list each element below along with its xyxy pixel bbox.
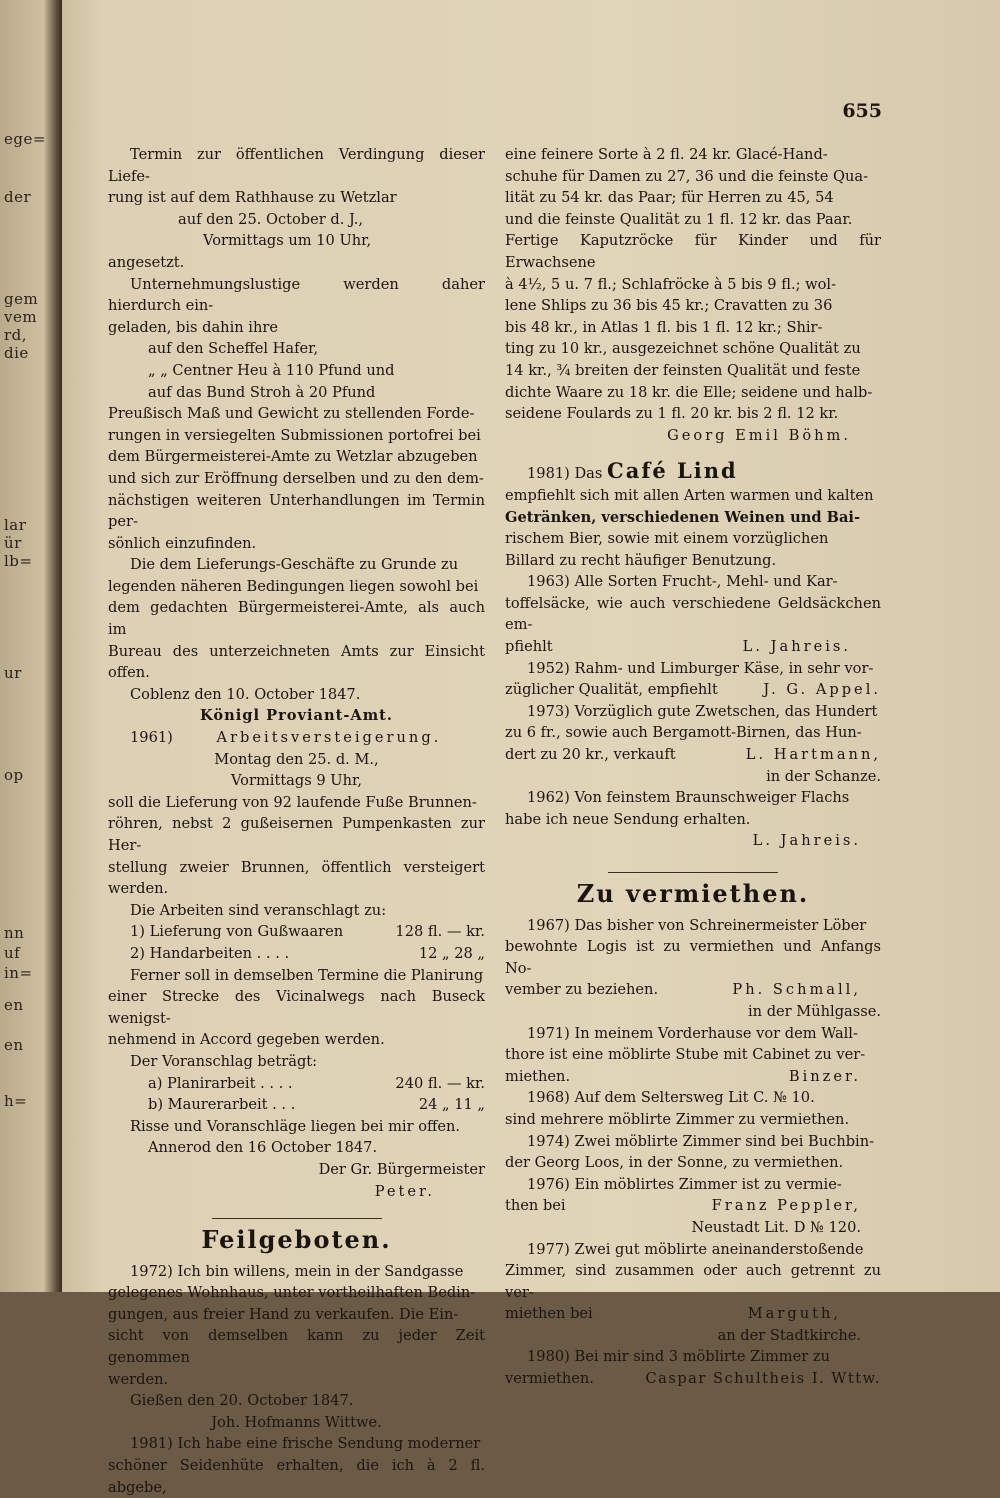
text-line: lene Shlips zu 36 bis 45 kr.; Cravatten zu 36 [505,297,833,315]
text-line: sönlich einzufinden. [108,534,257,552]
text-line: rungen in versiegelten Submissionen portofrei bei [108,426,481,444]
signature: Joh. Hofmanns Wittwe. [211,1413,382,1431]
section-heading: Feilgeboten. [201,1225,392,1255]
text-line: stellung zweier Brunnen, öffentlich versteigert werden. [108,858,485,898]
text-line: Gießen den 20. October 1847. [130,1392,354,1410]
text-line: Vormittags um 10 Uhr, [203,232,372,250]
signature: Neustadt Lit. D № 120. [691,1218,861,1236]
gutter-fragment: gem [4,290,39,308]
gutter-fragment: die [4,344,29,362]
text-line: 1967) Das bisher von Schreinermeister Löber [527,916,867,934]
signature: J. G. Appel. [763,681,881,699]
text-line: vember zu beziehen. [505,981,659,999]
gutter-fragment: nn [4,924,25,942]
text-line: dert zu 20 kr., verkauft [505,746,676,764]
signature: L. Jahreis. [752,832,861,850]
gutter-fragment: vem [4,308,38,326]
signature: in der Mühlgasse. [747,1002,881,1020]
text-line: Unternehmungslustige werden daher hierdurch ein- [108,275,485,315]
bedingungen-notice [108,554,485,727]
section-divider [608,872,778,873]
signature: Binzer. [788,1067,861,1085]
signature: Marguth, [747,1305,841,1323]
text-line: schöner Seidenhüte erhalten, die ich à 2 fl. abgebe, [108,1457,485,1496]
cost-item-label: 2) Handarbeiten . . . . [130,944,290,962]
signature: an der Stadtkirche. [717,1326,861,1344]
hat-ad-continuation [505,144,881,446]
text-line: dichte Waare zu 18 kr. die Elle; seidene und halb- [505,383,873,401]
page-number: 655 [842,100,882,122]
text-line: 1962) Von feinstem Braunschweiger Flachs [527,789,850,807]
text-line: Der Voranschlag beträgt: [130,1052,318,1070]
text-line: miethen bei [505,1305,593,1323]
cost-item-amount: 12 „ 28 „ [418,944,485,962]
text-line: schuhe für Damen zu 27, 36 und die feinste Qua- [505,167,869,185]
text-line: ting zu 10 kr., ausgezeichnet schöne Qualität zu [505,340,861,358]
previous-page-edge [0,0,62,1292]
text-line: toffelsäcke, wie auch verschiedene Geldsäckchen em- [505,594,881,634]
text-line: 14 kr., ¾ breiten der feinsten Qualität und feste [505,361,861,379]
cafe-lind-ad [505,460,881,571]
text-line: geladen, bis dahin ihre [108,318,278,336]
text-line: züglicher Qualität, empfiehlt [505,681,718,699]
gutter-fragment: ur [4,664,22,682]
gutter-fragment: ege= [4,130,46,148]
text-line: sind mehrere möblirte Zimmer zu vermiethen. [505,1110,850,1128]
cost-item-label: b) Maurerarbeit . . . [148,1096,296,1114]
termin-notice [108,144,485,274]
text-line: then bei [505,1197,566,1215]
text-line: Coblenz den 10. October 1847. [130,685,361,703]
cost-item-amount: 240 fl. — kr. [395,1074,485,1092]
signature: Der Gr. Bürgermeister [318,1160,485,1178]
text-line: werden. [108,1370,169,1388]
cost-item-amount: 128 fl. — kr. [395,923,485,941]
text-line: bewohnte Logis ist zu vermiethen und Anfangs No- [505,938,881,977]
gutter-fragment: uf [4,944,21,962]
text-line: gungen, aus freier Hand zu verkaufen. Die Ein- [108,1305,459,1323]
text-line: Die dem Lieferungs-Geschäfte zu Grunde zu [130,556,459,574]
text-line: 1976) Ein möblirtes Zimmer ist zu vermie- [527,1175,842,1193]
cost-item-amount: 24 „ 11 „ [418,1096,485,1114]
signature: in der Schanze. [766,767,881,785]
gutter-fragment: der [4,188,32,206]
gutter-fragment: ür [4,534,22,552]
text-line: gelegenes Wohnhaus, unter vortheilhaften Bedin- [108,1284,476,1302]
text-line: legenden näheren Bedingungen liegen sowohl bei [108,577,479,595]
text-line: zu 6 fr., sowie auch Bergamott-Birnen, das Hun- [505,724,862,742]
text-line: Termin zur öffentlichen Verdingung dieser Liefe- [108,146,485,185]
text-line: Vormittags 9 Uhr, [230,772,362,790]
text-line: Montag den 25. d. M., [214,750,379,768]
text-line: dem Bürgermeisterei-Amte zu Wetzlar abzugeben [108,448,478,466]
text-line: Bureau des unterzeichneten Amts zur Einsicht offen. [108,642,485,682]
text-line: vermiethen. [505,1370,594,1388]
text-line: einer Strecke des Vicinalwegs nach Buseck wenigst- [108,988,485,1027]
cost-item-label: 1) Lieferung von Gußwaaren [130,923,344,941]
text-line: à 4½, 5 u. 7 fl.; Schlafröcke à 5 bis 9 fl.; wol- [505,275,837,293]
text-line: Preußisch Maß und Gewicht zu stellenden Forde- [108,405,475,423]
text-line: Zimmer, sind zusammen oder auch getrennt zu ver- [505,1262,881,1301]
signature: Peter. [374,1182,435,1200]
signature: Königl Proviant-Amt. [200,707,393,725]
gutter-fragment: en [4,996,24,1014]
text-line: eine feinere Sorte à 2 fl. 24 kr. Glacé-Hand- [505,146,828,163]
signature: Georg Emil Böhm. [667,426,851,444]
text-line: und die feinste Qualität zu 1 fl. 12 kr. das Paar. [505,210,853,228]
section-divider [212,1218,382,1219]
text-line: Billard zu recht häufiger Benutzung. [505,551,777,569]
text-line: nehmend in Accord gegeben werden. [108,1031,385,1049]
text-line: 1977) Zwei gut möblirte aneinanderstoßende [527,1240,864,1258]
text-line: 1972) Ich bin willens, mein in der Sandgasse [130,1262,464,1280]
text-line: 1973) Vorzüglich gute Zwetschen, das Hundert [527,702,878,720]
text-line: miethen. [505,1067,571,1085]
text-line: rischem Bier, sowie mit einem vorzüglichen [505,530,829,548]
ad-number: 1961) [130,729,173,747]
text-line: und sich zur Eröffnung derselben und zu den dem- [108,469,484,487]
text-line: Getränken, verschiedenen Weinen und Bai- [505,508,860,526]
text-line: Ferner soll in demselben Termine die Planirung [130,966,484,984]
text-line: rung ist auf dem Rathhause zu Wetzlar [108,189,397,207]
signature: Caspar Schultheis I. Wttw. [645,1370,881,1388]
gutter-fragment: rd, [4,326,28,344]
text-line: 1971) In meinem Vorderhause vor dem Wall- [527,1024,858,1042]
gutter-fragment: en [4,1036,24,1054]
text-line: Fertige Kaputzröcke für Kinder und für Erwachsene [505,232,881,271]
text-line: lität zu 54 kr. das Paar; für Herren zu 45, 54 [505,189,834,207]
text-line: pfiehlt [505,638,553,656]
text-line: sicht von demselben kann zu jeder Zeit genommen [108,1327,485,1367]
text-line: 1968) Auf dem Seltersweg Lit C. № 10. [527,1089,815,1107]
gutter-fragment: lar [4,516,27,534]
versteigerung-notice [108,727,485,1202]
text-line: 1980) Bei mir sind 3 möblirte Zimmer zu [527,1348,830,1366]
cost-item-label: a) Planirarbeit . . . . [148,1074,293,1092]
text-line: 1963) Alle Sorten Frucht-, Mehl- und Kar- [527,573,838,591]
text-line: auf den 25. October d. J., [178,210,364,228]
text-line: 1952) Rahm- und Limburger Käse, in sehr vor- [527,659,874,677]
gutter-fragment: in= [4,964,33,982]
signature: L. Hartmann, [745,746,881,764]
section-heading: Zu vermiethen. [576,879,810,908]
text-line: habe ich neue Sendung erhalten. [505,810,751,828]
signature: Ph. Schmall, [732,981,861,999]
ad-number: 1981) Das [527,465,603,483]
text-line: der Georg Loos, in der Sonne, zu vermiethen. [505,1154,844,1172]
left-column [108,144,485,1498]
text-line: „ „ Centner Heu à 110 Pfund und [148,361,395,379]
text-line: soll die Lieferung von 92 laufende Fuße Brunnen- [108,793,477,811]
text-line: nächstigen weiteren Unterhandlungen im Termin per- [108,491,485,531]
text-line: 1981) Ich habe eine frische Sendung moderner [130,1435,481,1453]
small-ads [505,571,881,852]
text-line: Risse und Voranschläge liegen bei mir offen. [130,1117,461,1135]
cafe-name: Café Lind [607,458,738,484]
text-line: auf das Bund Stroh à 20 Pfund [148,383,376,401]
text-line: bis 48 kr., in Atlas 1 fl. bis 1 fl. 12 kr.; Shir- [505,318,823,336]
text-line: empfiehlt sich mit allen Arten warmen und kalten [505,486,874,504]
text-line: seidene Foulards zu 1 fl. 20 kr. bis 2 fl. 12 kr. [505,405,839,423]
text-line: thore ist eine möblirte Stube mit Cabinet zu ver- [505,1046,866,1064]
text-line: 1974) Zwei möblirte Zimmer sind bei Buchbin- [527,1132,875,1150]
signature: L. Jahreis. [742,638,851,656]
gutter-fragment: lb= [4,552,33,570]
gutter-fragment: op [4,766,24,784]
feilgeboten-section [108,1225,485,1498]
signature: Franz Peppler, [711,1197,861,1215]
vermiethen-section [505,879,881,1390]
text-line: auf den Scheffel Hafer, [148,340,319,358]
gutter-fragment: h= [4,1092,28,1110]
right-column [505,144,881,1390]
unternehmung-notice [108,274,485,555]
text-line: röhren, nebst 2 gußeisernen Pumpenkasten zur Her- [108,815,485,854]
text-line: angesetzt. [108,253,185,271]
notice-title: Arbeitsversteigerung. [216,729,442,747]
text-line: Die Arbeiten sind veranschlagt zu: [130,901,387,919]
text-line: Annerod den 16 October 1847. [148,1139,378,1157]
text-line: dem gedachten Bürgermeisterei-Amte, als auch im [108,599,485,639]
